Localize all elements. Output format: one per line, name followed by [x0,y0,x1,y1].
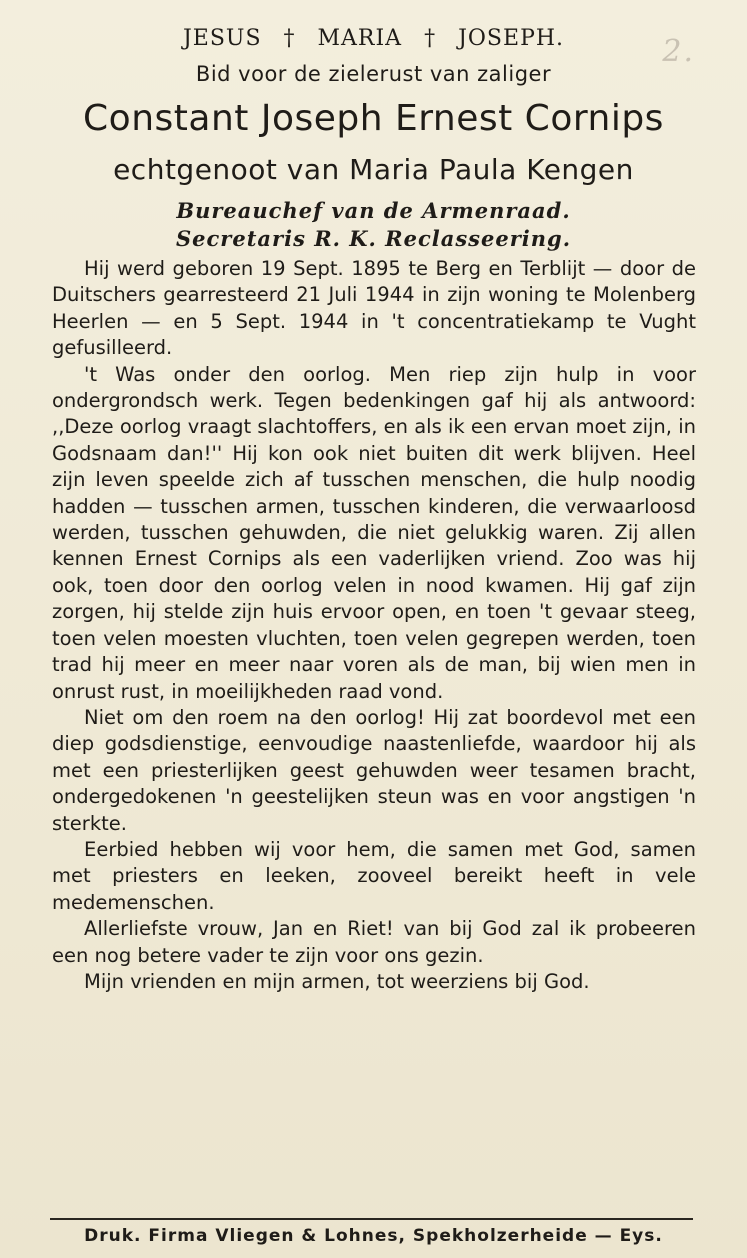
cross-icon: † [283,26,296,51]
cross-icon: † [424,26,437,51]
spouse-line: echtgenoot van Maria Paula Kengen [113,153,634,186]
invocation-joseph: JOSEPH. [458,26,565,51]
deceased-name: Constant Joseph Ernest Cornips [83,98,664,139]
invocation-line [0,26,747,51]
biography-text [52,256,696,995]
role-line-2: Secretaris R. K. Reclasseering. [175,226,572,251]
paragraph-family: Allerliefste vrouw, Jan en Riet! van bij God zal ik probeeren een nog betere vader te zijn voor ons gezin. [52,917,696,967]
prayer-request: Bid voor de zielerust van zaliger [195,62,552,86]
paragraph-charity: Niet om den roem na den oorlog! Hij zat boordevol met een diep godsdienstige, eenvoudige naastenliefde, waardoor hij als met een priesterlijken geest gehuwden weer tesamen bracht, ondergedokenen 'n geestelijken steun was en voor angstigen 'n sterkte. [52,705,696,835]
printer-credit: Druk. Firma Vliegen & Lohnes, Spekholzerheide — Eys. [84,1226,663,1246]
invocation-maria: MARIA [317,26,403,51]
paragraph-respect: Eerbied hebben wij voor hem, die samen met God, samen met priesters en leeken, zooveel bereikt heeft in vele medemenschen. [52,837,696,914]
paragraph-birth-death: Hij werd geboren 19 Sept. 1895 te Berg en Terblijt — door de Duitschers gearresteerd 21 Juli 1944 in zijn woning te Molenberg Heerlen — en 5 Sept. 1944 in 't concentratiekamp te Vught gefusilleerd. [52,257,696,360]
paragraph-farewell: Mijn vrienden en mijn armen, tot weerziens bij God. [84,969,590,993]
paragraph-war-work: 't Was onder den oorlog. Men riep zijn hulp in voor ondergrondsch werk. Tegen bedenkingen gaf hij als antwoord: ,,Deze oorlog vraagt slachtoffers, en als ik een ervan moet zijn, in Godsnaam dan!'' Hij kon ook niet buiten dit werk blijven. Heel zijn leven speelde zich af tusschen menschen, die hulp noodig hadden — tusschen armen, tusschen kinderen, die verwaarloosd werden, tusschen gehuwden, die niet gelukkig waren. Zij allen kennen Ernest Cornips als een vaderlijken vriend. Zoo was hij ook, toen door den oorlog velen in nood kwamen. Hij gaf zijn zorgen, hij stelde zijn huis ervoor open, en toen 't gevaar steeg, toen velen moesten vluchten, toen velen gegrepen werden, toen trad hij meer en meer naar voren als de man, bij wien men in onrust rust, in moeilijkheden raad vond. [52,362,696,703]
role-line-1: Bureauchef van de Armenraad. [176,198,571,223]
footer-divider [50,1218,693,1220]
invocation-jesus: JESUS [182,26,262,51]
pencil-annotation: 2. [662,34,695,69]
